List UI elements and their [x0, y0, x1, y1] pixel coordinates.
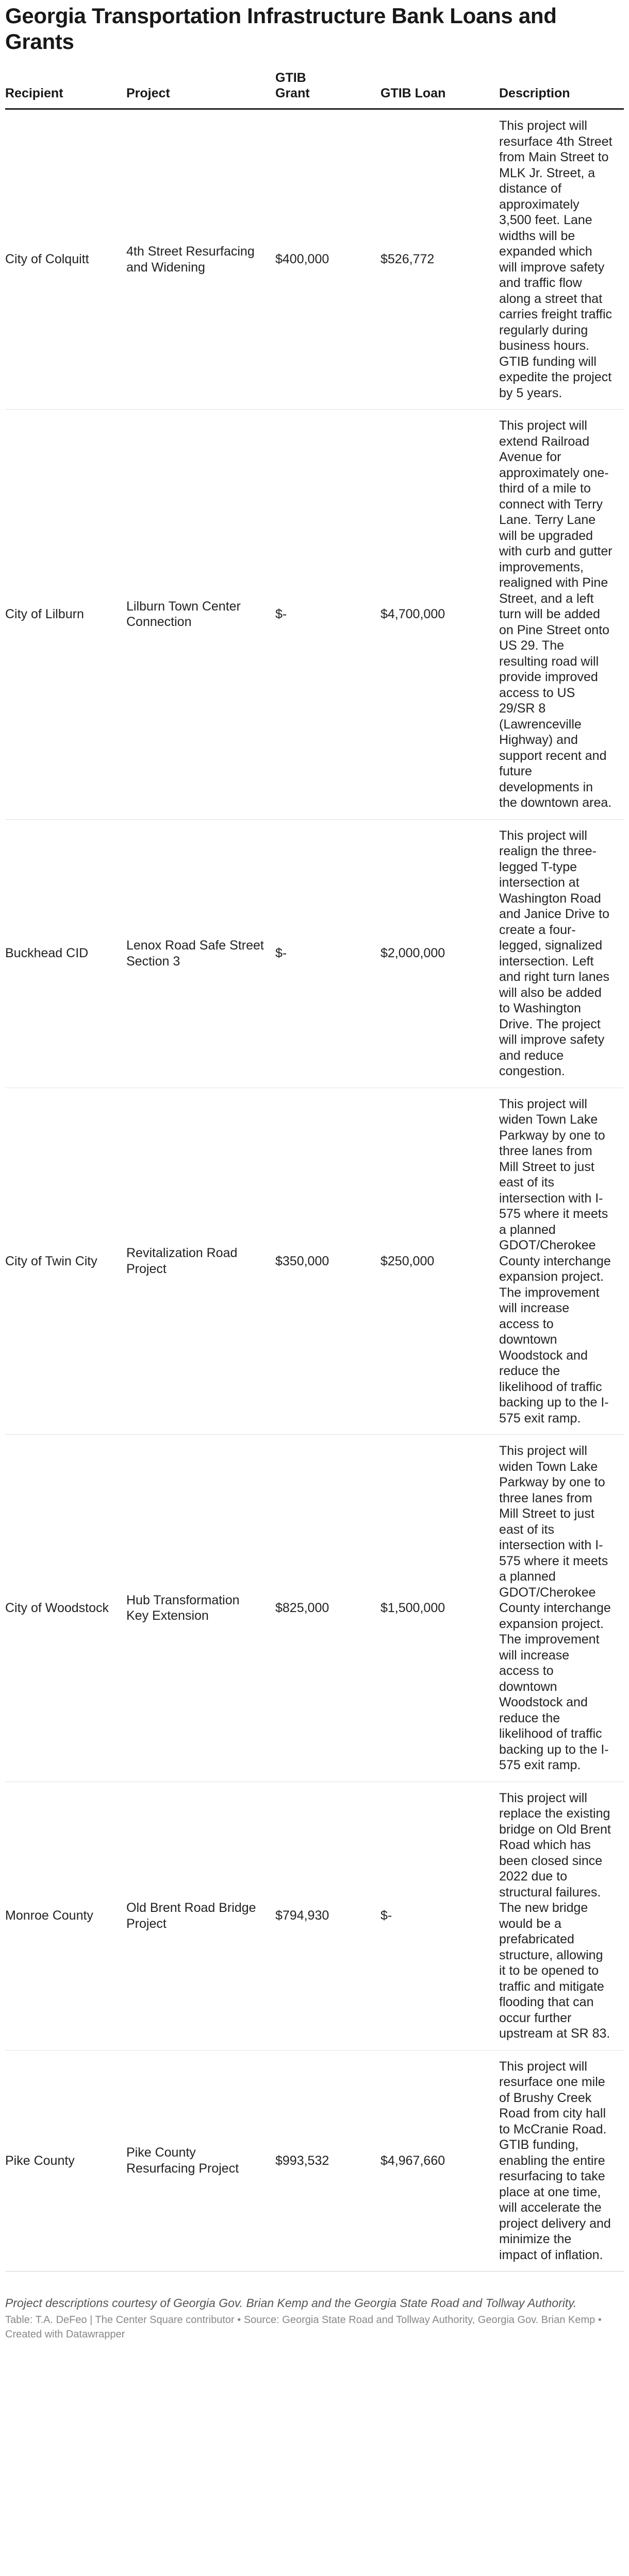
cell-project-text: Lenox Road Safe Street Section 3 — [126, 938, 264, 969]
cell-loan — [380, 1782, 499, 2050]
cell-description — [499, 1088, 624, 1435]
cell-grant-text: $- — [275, 607, 287, 621]
cell-loan-text: $1,500,000 — [380, 1601, 445, 1615]
header-recipient[interactable] — [5, 70, 126, 109]
cell-description — [499, 2050, 624, 2272]
cell-project-text: Revitalization Road Project — [126, 1246, 238, 1276]
header-loan-label: GTIB Loan — [380, 86, 446, 100]
cell-loan — [380, 2050, 499, 2272]
table-row — [5, 1435, 624, 1782]
cell-grant — [275, 410, 380, 820]
cell-loan — [380, 109, 499, 410]
table-row — [5, 1782, 624, 2050]
footer-source: Table: T.A. DeFeo | The Center Square contributor • Source: Georgia State Road and Tollway Authority, Georgia Gov. Brian Kemp • Created with Datawrapper — [5, 2314, 602, 2340]
cell-description-text: This project will replace the existing bridge on Old Brent Road which has been closed since 2022 due to structural failures. The new bridge would be a prefabricated structure, allowing it to be opened to traffic and mitigate flooding that can occur further upstream at SR 83. — [499, 1790, 611, 2041]
cell-project — [126, 2050, 275, 2272]
header-row — [5, 70, 624, 109]
cell-recipient — [5, 819, 126, 1088]
cell-recipient — [5, 1782, 126, 2050]
cell-loan-text: $2,000,000 — [380, 946, 445, 961]
cell-description — [499, 819, 624, 1088]
table-row — [5, 819, 624, 1088]
cell-description — [499, 1435, 624, 1782]
cell-description-text: This project will widen Town Lake Parkway by one to three lanes from Mill Street to just east of its intersection with I-575 where it meets a planned GDOT/Cherokee County interchange expansion project. The improvement will increase access to downtown Woodstock and reduce the likelihood of traffic backing up to the I-575 exit ramp. — [499, 1096, 611, 1426]
cell-project — [126, 410, 275, 820]
header-project[interactable] — [126, 70, 275, 109]
cell-loan-text: $- — [380, 1908, 392, 1923]
cell-description — [499, 109, 624, 410]
cell-recipient-text: Buckhead CID — [5, 946, 89, 961]
cell-recipient-text: Pike County — [5, 2153, 75, 2168]
table-row — [5, 410, 624, 820]
cell-recipient — [5, 410, 126, 820]
cell-grant-text: $- — [275, 946, 287, 961]
grants-table — [5, 70, 624, 2272]
cell-project — [126, 1435, 275, 1782]
cell-loan-text: $526,772 — [380, 252, 435, 267]
cell-project — [126, 1782, 275, 2050]
cell-description-text: This project will resurface 4th Street from Main Street to MLK Jr. Street, a distance of approximately 3,500 feet. Lane widths will be expanded which will improve safety and traffic flow along a street that carries freight traffic regularly during business hours. GTIB funding will expedite the project by 5 years. — [499, 118, 613, 400]
cell-recipient-text: Monroe County — [5, 1908, 93, 1923]
header-grant-label: GTIB Grant — [275, 71, 310, 100]
footer-notes: Project descriptions courtesy of Georgia Gov. Brian Kemp and the Georgia State Road and Tollway Authority. — [5, 2296, 577, 2310]
cell-description — [499, 1782, 624, 2050]
header-project-label: Project — [126, 86, 170, 100]
cell-project — [126, 109, 275, 410]
cell-recipient — [5, 1435, 126, 1782]
cell-loan-text: $250,000 — [380, 1253, 435, 1268]
table-header — [5, 70, 624, 109]
cell-recipient — [5, 2050, 126, 2272]
cell-recipient — [5, 109, 126, 410]
cell-grant-text: $993,532 — [275, 2153, 329, 2168]
cell-description — [499, 410, 624, 820]
header-description-label: Description — [499, 86, 570, 100]
page-title: Georgia Transportation Infrastructure Bank Loans and Grants — [5, 4, 557, 54]
cell-project — [126, 819, 275, 1088]
table-row — [5, 1088, 624, 1435]
header-loan[interactable] — [380, 70, 499, 109]
cell-description-text: This project will extend Railroad Avenue for approximately one-third of a mile to connect with Terry Lane. Terry Lane will be upgraded with curb and gutter improvements, realigned with Pine Street, and a left turn will be added on Pine Street onto US 29. The resulting road will provide improved access to US 29/SR 8 (Lawrenceville Highway) and support recent and future developments in the downtown area. — [499, 418, 613, 810]
cell-grant — [275, 2050, 380, 2272]
cell-grant-text: $350,000 — [275, 1253, 329, 1268]
table-body — [5, 109, 624, 2272]
cell-grant — [275, 819, 380, 1088]
cell-grant — [275, 1782, 380, 2050]
table-row — [5, 109, 624, 410]
cell-project-text: Pike County Resurfacing Project — [126, 2145, 239, 2176]
cell-grant-text: $825,000 — [275, 1601, 329, 1615]
cell-description-text: This project will widen Town Lake Parkway by one to three lanes from Mill Street to just east of its intersection with I-575 where it meets a planned GDOT/Cherokee County interchange expansion project. The improvement will increase access to downtown Woodstock and reduce the likelihood of traffic backing up to the I-575 exit ramp. — [499, 1444, 611, 1772]
cell-loan — [380, 819, 499, 1088]
cell-project-text: Hub Transformation Key Extension — [126, 1592, 240, 1623]
table-row — [5, 2050, 624, 2272]
cell-grant — [275, 109, 380, 410]
cell-loan-text: $4,700,000 — [380, 607, 445, 621]
cell-project-text: Old Brent Road Bridge Project — [126, 1901, 256, 1931]
cell-loan — [380, 1435, 499, 1782]
cell-recipient-text: City of Twin City — [5, 1253, 97, 1268]
cell-description-text: This project will resurface one mile of Brushy Creek Road from city hall to McCranie Road. GTIB funding, enabling the entire resurfacing to take place at one time, will accelerate the project delivery and minimize the impact of inflation. — [499, 2059, 611, 2262]
cell-recipient-text: City of Lilburn — [5, 607, 84, 621]
cell-project-text: 4th Street Resurfacing and Widening — [126, 244, 255, 275]
cell-loan — [380, 410, 499, 820]
cell-grant-text: $794,930 — [275, 1908, 329, 1923]
header-grant[interactable] — [275, 70, 380, 109]
cell-grant — [275, 1088, 380, 1435]
cell-recipient-text: City of Colquitt — [5, 252, 89, 267]
header-recipient-label: Recipient — [5, 86, 63, 100]
cell-grant — [275, 1435, 380, 1782]
cell-loan — [380, 1088, 499, 1435]
cell-project — [126, 1088, 275, 1435]
cell-recipient-text: City of Woodstock — [5, 1601, 109, 1615]
cell-description-text: This project will realign the three-legged T-type intersection at Washington Road and Janice Drive to create a four-legged, signalized intersection. Left and right turn lanes will also be added to Washington Drive. The project will improve safety and reduce congestion. — [499, 828, 610, 1078]
cell-grant-text: $400,000 — [275, 252, 329, 267]
cell-loan-text: $4,967,660 — [380, 2153, 445, 2168]
cell-project-text: Lilburn Town Center Connection — [126, 599, 241, 630]
header-description[interactable] — [499, 70, 624, 109]
cell-recipient — [5, 1088, 126, 1435]
